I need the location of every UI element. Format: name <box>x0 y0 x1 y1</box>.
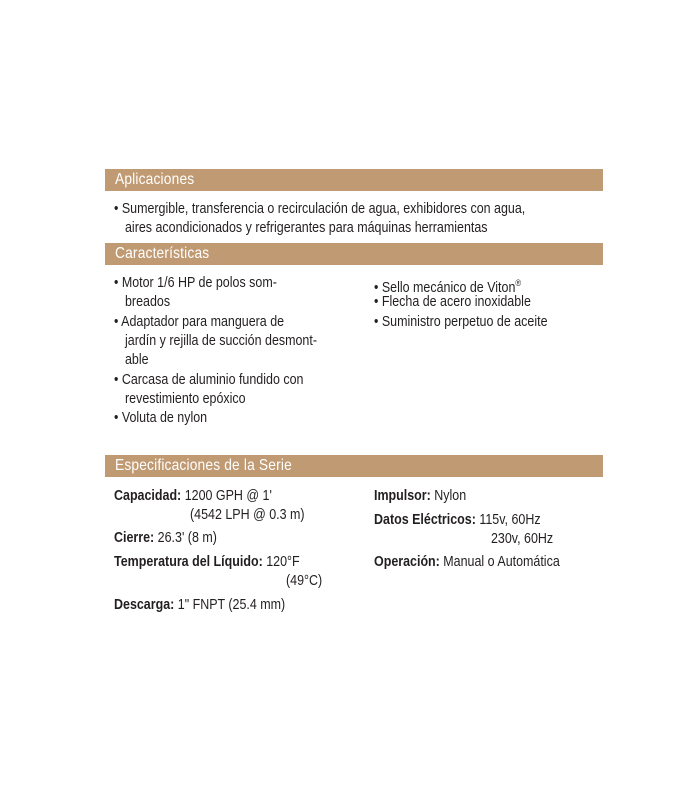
caracteristica-left-2: breados <box>125 294 171 310</box>
spec-value: Manual o Automática <box>443 554 560 570</box>
spec-impulsor <box>374 486 481 506</box>
spec-label: Descarga: <box>114 597 175 613</box>
spec-capacidad <box>114 486 298 506</box>
spec-datos-electricos <box>374 510 568 530</box>
caracteristica-left-1: • Motor 1/6 HP de polos som- <box>114 275 277 291</box>
spec-label: Capacidad: <box>114 488 182 504</box>
spec-cierre <box>114 528 234 548</box>
spec-value: 26.3' (8 m) <box>157 530 217 546</box>
spec-label: Operación: <box>374 554 440 570</box>
section-title: Características <box>115 245 210 262</box>
section-header-aplicaciones <box>105 169 603 191</box>
aplicaciones-line-1: • Sumergible, transferencia o recirculación de agua, exhibidores con agua, <box>114 201 526 217</box>
spec-value: Nylon <box>434 488 467 504</box>
section-header-especificaciones <box>105 455 603 477</box>
caracteristica-right-1: • Sello mecánico de Viton® <box>374 278 522 296</box>
spec-label: Cierre: <box>114 530 155 546</box>
spec-datos-electricos-2: 230v, 60Hz <box>491 531 554 547</box>
caracteristica-left-6: • Carcasa de aluminio fundido con <box>114 372 304 388</box>
caracteristica-left-4: jardín y rejilla de succión desmont- <box>125 333 317 349</box>
caracteristica-left-7: revestimiento epóxico <box>125 391 246 407</box>
spec-temperatura <box>114 552 330 572</box>
section-header-caracteristicas <box>105 243 603 265</box>
spec-value: 120°F <box>266 554 300 570</box>
registered-mark: ® <box>515 278 522 288</box>
caracteristica-left-3: • Adaptador para manguera de <box>114 314 285 330</box>
spec-capacidad-metric: (4542 LPH @ 0.3 m) <box>190 507 305 523</box>
spec-label: Datos Eléctricos: <box>374 512 476 528</box>
caracteristica-right-2: • Flecha de acero inoxidable <box>374 294 531 310</box>
caracteristica-left-8: • Voluta de nylon <box>114 410 208 426</box>
spec-label: Temperatura del Líquido: <box>114 554 263 570</box>
spec-value: 1" FNPT (25.4 mm) <box>177 597 286 613</box>
spec-temperatura-metric: (49°C) <box>286 573 323 589</box>
spec-value: 115v, 60Hz <box>479 512 541 528</box>
spec-operacion <box>374 552 590 572</box>
spec-label: Impulsor: <box>374 488 431 504</box>
caracteristica-left-5: able <box>125 352 149 368</box>
spec-value: 1200 GPH @ 1' <box>184 488 272 504</box>
section-title: Especificaciones de la Serie <box>115 457 292 474</box>
section-title: Aplicaciones <box>115 171 195 188</box>
spec-descarga <box>114 595 313 615</box>
caracteristica-right-3: • Suministro perpetuo de aceite <box>374 314 548 330</box>
aplicaciones-line-2: aires acondicionados y refrigerantes para máquinas herramientas <box>125 220 488 236</box>
